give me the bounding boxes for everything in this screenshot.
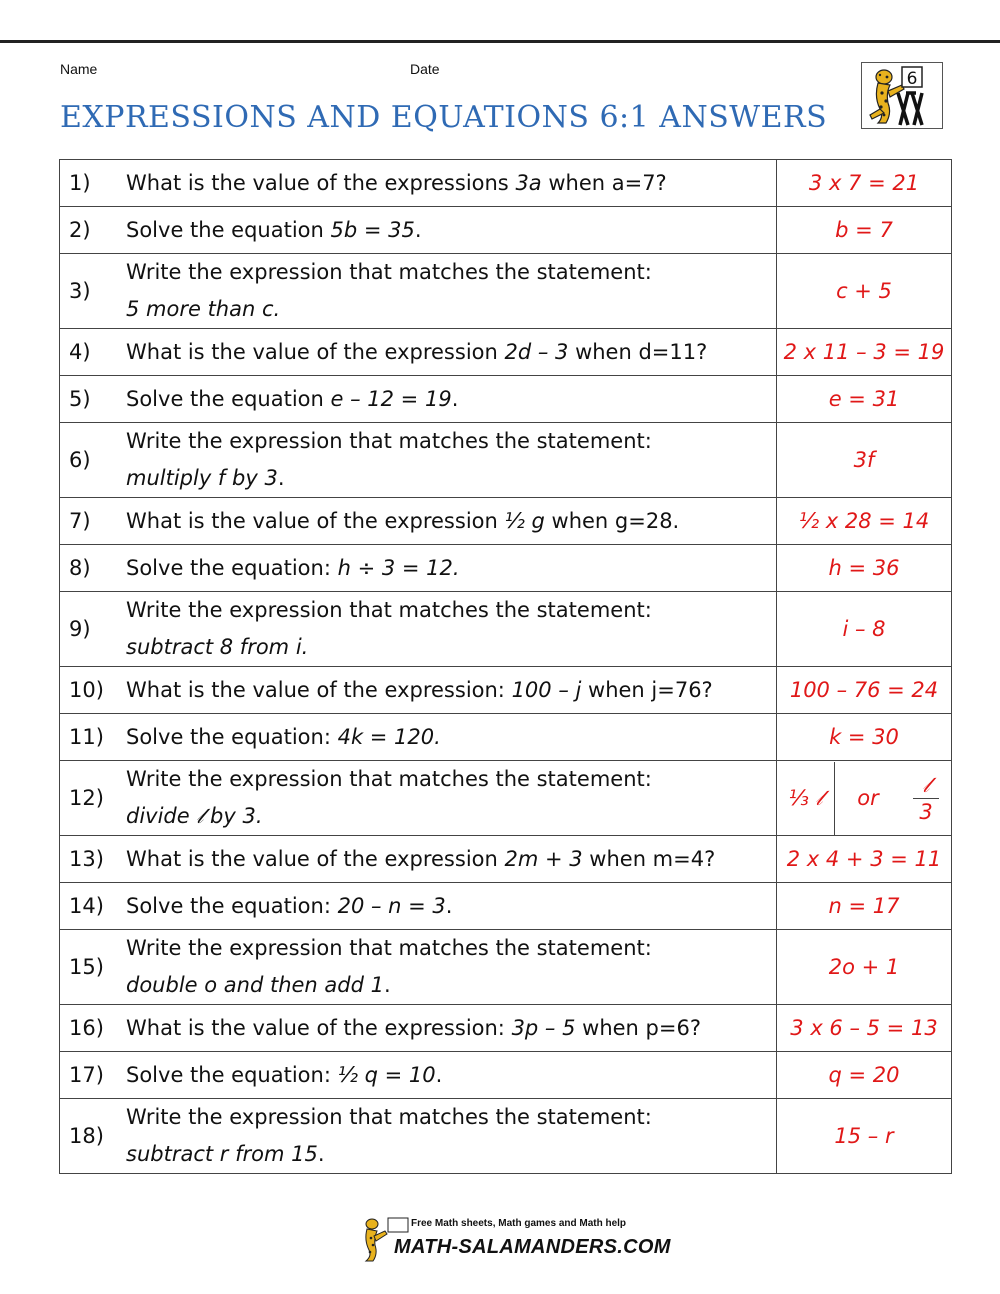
question-number: 2): [69, 217, 91, 242]
question-content: [60, 550, 776, 587]
answer-text: ½ x 28 = 14: [798, 509, 930, 533]
question-number: 14): [69, 893, 104, 918]
question-row: [60, 207, 952, 254]
question-statement: [126, 967, 776, 1004]
answer-cell: [777, 1052, 952, 1099]
question-row: [60, 1052, 952, 1099]
question-row: [60, 329, 952, 376]
fraction-numerator: 𝓁: [913, 772, 940, 799]
answer-cell: [777, 545, 952, 592]
answer-text: n = 17: [828, 894, 900, 918]
answer-cell: [777, 423, 952, 498]
math-expression: 100 – j: [511, 677, 582, 702]
question-line: [126, 334, 776, 371]
grade-badge: 6: [906, 69, 918, 89]
text-segment: .: [317, 1142, 325, 1166]
question-text: [126, 761, 776, 835]
text-segment: What is the value of the expression:: [126, 677, 512, 702]
question-number: 7): [69, 508, 91, 533]
question-line: [126, 672, 776, 709]
answer-third-l: ⅓ 𝓁: [777, 762, 835, 835]
math-expression: 5b = 35: [330, 217, 415, 242]
answer-text: 15 – r: [834, 1124, 894, 1148]
question-row: [60, 883, 952, 930]
question-number: 12): [69, 785, 104, 810]
answer-cell: [777, 160, 952, 207]
question-content: [60, 1099, 776, 1173]
question-line: [126, 841, 776, 878]
math-expression: subtract 8 from i.: [126, 635, 309, 659]
question-number: 9): [69, 616, 91, 641]
text-segment: Solve the equation:: [126, 1062, 338, 1087]
question-content: [60, 334, 776, 371]
question-content: [60, 841, 776, 878]
answer-cell: [777, 376, 952, 423]
question-cell: [60, 1005, 777, 1052]
answer-cell: [777, 836, 952, 883]
question-number: 6): [69, 447, 91, 472]
answer-cell: [777, 714, 952, 761]
answer-cell: [777, 498, 952, 545]
question-content: [60, 672, 776, 709]
question-text: [126, 592, 776, 666]
salamander-grade-logo: [861, 62, 943, 129]
question-row: [60, 1005, 952, 1052]
math-expression: h ÷ 3 = 12.: [337, 555, 460, 580]
question-number: 18): [69, 1123, 104, 1148]
question-row: [60, 930, 952, 1005]
text-segment: What is the value of the expression:: [126, 1015, 512, 1040]
question-content: [60, 930, 776, 1004]
footer-site-name: MATH-SALAMANDERS.COM: [394, 1236, 671, 1258]
question-cell: [60, 930, 777, 1005]
text-segment: when d=11?: [568, 339, 708, 364]
math-expression: divide: [126, 804, 197, 828]
question-number: 17): [69, 1062, 104, 1087]
fraction-answer: [777, 762, 951, 835]
answer-text: 2 x 11 – 3 = 19: [783, 340, 945, 364]
answer-cell: [777, 761, 952, 836]
math-expression: ½ g: [504, 508, 545, 533]
top-rule: [0, 40, 1000, 43]
math-expression: 2d – 3: [504, 339, 569, 364]
text-segment: .: [383, 973, 391, 997]
answer-cell: [777, 883, 952, 930]
question-cell: [60, 1099, 777, 1174]
question-row: [60, 376, 952, 423]
question-content: [60, 254, 776, 328]
answer-text: i – 8: [842, 617, 886, 641]
question-cell: [60, 423, 777, 498]
question-row: [60, 761, 952, 836]
answer-cell: [777, 930, 952, 1005]
answer-or: or: [857, 786, 879, 810]
answer-cell: [777, 1005, 952, 1052]
question-number: 1): [69, 170, 91, 195]
salamander-icon: [862, 63, 942, 128]
question-statement: [126, 798, 776, 835]
text-segment: Solve the equation:: [126, 555, 338, 580]
answer-text: k = 30: [829, 725, 899, 749]
question-line: [126, 423, 776, 460]
date-label: Date: [410, 61, 440, 77]
answer-text: 3 x 7 = 21: [808, 171, 920, 195]
question-line: [126, 930, 776, 967]
math-expression: subtract r from 15: [126, 1142, 318, 1166]
question-number: 15): [69, 954, 104, 979]
question-statement: [126, 291, 776, 328]
math-expression: multiply f by 3: [126, 466, 278, 490]
question-cell: [60, 667, 777, 714]
question-row: [60, 254, 952, 329]
question-text: [126, 1099, 776, 1173]
question-text: [126, 423, 776, 497]
question-line: [126, 165, 776, 202]
answer-text: 2 x 4 + 3 = 11: [786, 847, 942, 871]
answer-fraction: [901, 762, 951, 835]
question-content: [60, 1057, 776, 1094]
footer-logo: [354, 1214, 671, 1264]
question-text: [126, 930, 776, 1004]
question-cell: [60, 883, 777, 930]
question-cell: [60, 254, 777, 329]
answer-text: 3f: [853, 448, 875, 472]
question-cell: [60, 836, 777, 883]
question-content: [60, 381, 776, 418]
question-line: [126, 503, 776, 540]
name-label: Name: [60, 61, 98, 77]
question-content: [60, 592, 776, 666]
question-text: [126, 254, 776, 328]
answer-cell: [777, 254, 952, 329]
page-title: EXPRESSIONS AND EQUATIONS 6:1 ANSWERS: [60, 100, 828, 135]
math-expression: 20 – n = 3: [337, 893, 446, 918]
question-content: [60, 888, 776, 925]
question-number: 3): [69, 278, 91, 303]
question-statement: [126, 460, 776, 497]
answer-text: q = 20: [828, 1063, 900, 1087]
question-line: [126, 1099, 776, 1136]
text-segment: .: [451, 386, 459, 411]
question-row: [60, 423, 952, 498]
answer-cell: [777, 592, 952, 667]
question-line: [126, 254, 776, 291]
text-segment: when g=28.: [544, 508, 680, 533]
question-text: [126, 719, 776, 756]
question-cell: [60, 376, 777, 423]
question-number: 8): [69, 555, 91, 580]
math-expression: 4k = 120.: [337, 724, 441, 749]
question-text: [126, 550, 776, 587]
question-content: [60, 165, 776, 202]
question-cell: [60, 207, 777, 254]
text-segment: .: [435, 1062, 443, 1087]
question-text: [126, 381, 776, 418]
question-line: [126, 381, 776, 418]
question-number: 5): [69, 386, 91, 411]
question-content: [60, 212, 776, 249]
question-content: [60, 719, 776, 756]
answer-text: e = 31: [828, 387, 900, 411]
question-number: 16): [69, 1015, 104, 1040]
question-row: [60, 836, 952, 883]
answer-text: h = 36: [828, 556, 900, 580]
text-segment: .: [277, 466, 285, 490]
question-line: [126, 719, 776, 756]
text-segment: What is the value of the expression: [126, 339, 505, 364]
text-segment: Solve the equation: [126, 386, 331, 411]
question-row: [60, 545, 952, 592]
answer-cell: [777, 1099, 952, 1174]
question-text: [126, 1010, 776, 1047]
question-row: [60, 667, 952, 714]
answer-cell: [777, 207, 952, 254]
text-segment: Write the expression that matches the statement:: [126, 1105, 652, 1129]
math-expression: ½ q = 10: [337, 1062, 436, 1087]
text-segment: when m=4?: [582, 846, 716, 871]
question-number: 10): [69, 677, 104, 702]
answer-text: 100 – 76 = 24: [789, 678, 939, 702]
question-number: 4): [69, 339, 91, 364]
question-line: [126, 550, 776, 587]
question-cell: [60, 160, 777, 207]
answer-text: 3 x 6 – 5 = 13: [790, 1016, 938, 1040]
text-segment: What is the value of the expression: [126, 508, 505, 533]
text-segment: What is the value of the expressions: [126, 170, 516, 195]
question-text: [126, 334, 776, 371]
question-number: 11): [69, 724, 104, 749]
question-row: [60, 1099, 952, 1174]
math-expression: by 3.: [203, 804, 263, 828]
math-expression: double o and then add 1: [126, 973, 384, 997]
text-segment: Write the expression that matches the statement:: [126, 260, 652, 284]
question-line: [126, 761, 776, 798]
question-line: [126, 1010, 776, 1047]
answer-cell: [777, 667, 952, 714]
question-cell: [60, 329, 777, 376]
question-cell: [60, 498, 777, 545]
question-text: [126, 888, 776, 925]
question-cell: [60, 714, 777, 761]
question-line: [126, 888, 776, 925]
question-cell: [60, 545, 777, 592]
question-row: [60, 498, 952, 545]
text-segment: Write the expression that matches the statement:: [126, 767, 652, 791]
question-cell: [60, 761, 777, 836]
math-expression: 3p – 5: [511, 1015, 576, 1040]
text-segment: when a=7?: [541, 170, 667, 195]
text-segment: when j=76?: [581, 677, 713, 702]
text-segment: What is the value of the expression: [126, 846, 505, 871]
question-text: [126, 672, 776, 709]
text-segment: .: [414, 217, 422, 242]
question-text: [126, 165, 776, 202]
text-segment: .: [445, 893, 453, 918]
question-line: [126, 212, 776, 249]
question-number: 13): [69, 846, 104, 871]
question-statement: [126, 629, 776, 666]
answer-text: c + 5: [836, 279, 892, 303]
math-expression: 2m + 3: [504, 846, 583, 871]
math-expression: 3a: [515, 170, 542, 195]
question-text: [126, 841, 776, 878]
text-segment: when p=6?: [575, 1015, 701, 1040]
math-expression: e – 12 = 19: [330, 386, 452, 411]
question-line: [126, 1057, 776, 1094]
question-cell: [60, 1052, 777, 1099]
footer-tagline: Free Math sheets, Math games and Math help: [411, 1218, 627, 1229]
text-segment: Write the expression that matches the statement:: [126, 429, 652, 453]
question-content: [60, 1010, 776, 1047]
question-text: [126, 503, 776, 540]
question-text: [126, 1057, 776, 1094]
text-segment: Solve the equation:: [126, 893, 338, 918]
question-text: [126, 212, 776, 249]
question-row: [60, 160, 952, 207]
answer-text: b = 7: [835, 218, 893, 242]
question-content: [60, 761, 776, 835]
text-segment: Write the expression that matches the statement:: [126, 598, 652, 622]
text-segment: Write the expression that matches the statement:: [126, 936, 652, 960]
text-segment: Solve the equation: [126, 217, 331, 242]
question-row: [60, 714, 952, 761]
question-content: [60, 503, 776, 540]
question-line: [126, 592, 776, 629]
answer-text: 2o + 1: [828, 955, 900, 979]
question-row: [60, 592, 952, 667]
text-segment: Solve the equation:: [126, 724, 338, 749]
fraction-denominator: 3: [919, 799, 933, 824]
math-expression: 5 more than c.: [126, 297, 281, 321]
question-table: [59, 159, 952, 1174]
math-expression: 𝓁: [196, 804, 204, 828]
question-statement: [126, 1136, 776, 1173]
question-cell: [60, 592, 777, 667]
question-content: [60, 423, 776, 497]
answer-cell: [777, 329, 952, 376]
